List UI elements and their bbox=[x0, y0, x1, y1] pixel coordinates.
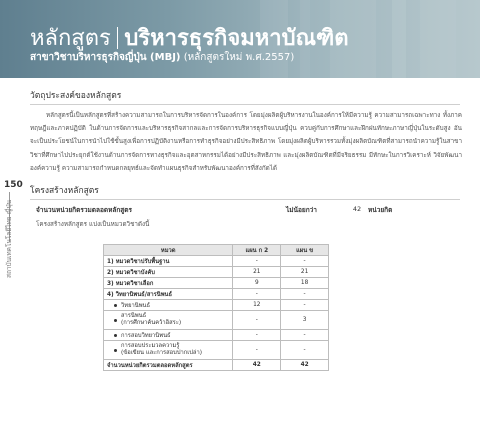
row-category: 4) วิทยานิพนธ์/สารนิพนธ์ bbox=[104, 289, 233, 300]
row-plan-a2: - bbox=[233, 311, 281, 330]
row-plan-a2: 12 bbox=[233, 300, 281, 311]
page-number: 150 bbox=[4, 180, 23, 190]
row-category bbox=[104, 341, 233, 360]
not-less-than-label: ไม่น้อยกว่า bbox=[286, 206, 317, 215]
bullet-icon bbox=[114, 334, 117, 337]
table-header-row bbox=[104, 245, 329, 256]
row-category-line2: (ข้อเขียน และการสอบปากเปล่า) bbox=[121, 350, 203, 356]
bullet-icon bbox=[114, 319, 117, 322]
row-plan-b: - bbox=[281, 256, 329, 267]
column-header-plan-b: แผน ข bbox=[281, 245, 329, 256]
row-plan-b: 18 bbox=[281, 278, 329, 289]
table-row bbox=[104, 330, 329, 341]
row-category-line1: สารนิพนธ์ bbox=[121, 313, 147, 319]
total-credits-value: 42 bbox=[352, 205, 362, 214]
running-header-text: สถาบันเทคโนโลยีไทย-ญี่ปุ่น bbox=[5, 200, 13, 279]
row-plan-b: - bbox=[281, 289, 329, 300]
row-category-text: การสอบวิทยานิพนธ์ bbox=[121, 333, 171, 339]
structure-heading: โครงสร้างหลักสูตร bbox=[30, 183, 460, 200]
banner-stripe bbox=[392, 0, 406, 78]
objectives-paragraph: หลักสูตรนี้เป็นหลักสูตรที่สร้างความสามารถในการบริหารจัดการในองค์การ โดยมุ่งผลิตผู้บริหารงานในองค์การให้มีความรู้ ความสามารถเฉพาะทาง ทั้งภาคทฤษฎีและภาคปฏิบัติ ในด้านการจัดการและบริหารธุรกิจสากลและการจัดการบริหารธุรกิจแบบญี่ปุ่น ควบคู่กับการศึกษาและฝึกฝนทักษะภาษาญี่ปุ่นในระดับสูง อันจะเป็นประโยชน์ในการนำไปใช้ขั้นสูงเพื่อการปฏิบัติงานหรือการทำธุรกิจอย่างมีประสิทธิภาพ โดยมุ่งผลิตผู้บริหารรวมทั้งมุ่งผลิตบัณฑิตที่สามารถนำความรู้ในสาขาวิชาที่ศึกษาไปประยุกต์ใช้งานด้านการจัดการทางธุรกิจและอุตสาหกรรมได้อย่างมีประสิทธิภาพ และมุ่งผลิตบัณฑิตที่มีจริยธรรม มีทักษะในการวิเคราะห์ วิจัยพัฒนาองค์ความรู้ ความสามารถกำหนดกลยุทธ์และจัดทำแผนธุรกิจสำหรับพัฒนาองค์การที่สังกัดได้ bbox=[30, 112, 462, 172]
row-category bbox=[104, 300, 233, 311]
title-part1: หลักสูตร bbox=[30, 26, 111, 51]
row-plan-b: 21 bbox=[281, 267, 329, 278]
row-plan-a2: 42 bbox=[233, 360, 281, 371]
row-plan-b: - bbox=[281, 300, 329, 311]
row-plan-a2: - bbox=[233, 341, 281, 360]
credits-table bbox=[103, 244, 329, 371]
row-plan-b: 42 bbox=[281, 360, 329, 371]
bullet-icon bbox=[114, 304, 117, 307]
row-plan-a2: - bbox=[233, 330, 281, 341]
row-category: 3) หมวดวิชาเลือก bbox=[104, 278, 233, 289]
page-subtitle bbox=[30, 50, 294, 65]
row-plan-a2: - bbox=[233, 289, 281, 300]
row-category bbox=[104, 330, 233, 341]
banner-stripe bbox=[420, 0, 456, 78]
table-row bbox=[104, 256, 329, 267]
row-plan-b: - bbox=[281, 341, 329, 360]
row-category bbox=[104, 311, 233, 330]
structure-caption: โครงสร้างหลักสูตร แบ่งเป็นหมวดวิชาดังนี้ bbox=[36, 221, 150, 229]
row-category-line1: การสอบประมวลความรู้ bbox=[121, 343, 180, 349]
objectives-heading: วัตถุประสงค์ของหลักสูตร bbox=[30, 88, 460, 105]
header-banner bbox=[0, 0, 480, 78]
row-plan-b: 3 bbox=[281, 311, 329, 330]
title-part2: บริหารธุรกิจมหาบัณฑิต bbox=[124, 26, 349, 51]
table-total-row bbox=[104, 360, 329, 371]
table-row bbox=[104, 341, 329, 360]
row-plan-a2: 21 bbox=[233, 267, 281, 278]
row-plan-b: - bbox=[281, 330, 329, 341]
main-content bbox=[30, 88, 462, 229]
bullet-icon bbox=[114, 349, 117, 352]
table-row bbox=[104, 289, 329, 300]
row-plan-a2: 9 bbox=[233, 278, 281, 289]
subtitle-main: สาขาวิชาบริหารธุรกิจญี่ปุ่น (MBJ) bbox=[30, 52, 181, 63]
column-header-category: หมวด bbox=[104, 245, 233, 256]
total-credits-label: จำนวนหน่วยกิตรวมตลอดหลักสูตร bbox=[36, 206, 132, 215]
table-row bbox=[104, 267, 329, 278]
row-category: จำนวนหน่วยกิตรวมตลอดหลักสูตร bbox=[104, 360, 233, 371]
table-row bbox=[104, 300, 329, 311]
row-category-text: วิทยานิพนธ์ bbox=[121, 303, 151, 309]
total-credits-line bbox=[36, 205, 462, 215]
row-category: 2) หมวดวิชาบังคับ bbox=[104, 267, 233, 278]
title-divider bbox=[117, 27, 119, 49]
credits-unit: หน่วยกิต bbox=[368, 206, 393, 215]
running-header bbox=[3, 200, 15, 350]
row-category-line2: (การศึกษาค้นคว้าอิสระ) bbox=[121, 320, 182, 326]
subtitle-note: (หลักสูตรใหม่ พ.ศ.2557) bbox=[183, 52, 295, 63]
row-category: 1) หมวดวิชาปรับพื้นฐาน bbox=[104, 256, 233, 267]
table-row bbox=[104, 311, 329, 330]
row-plan-a2: - bbox=[233, 256, 281, 267]
column-header-plan-a2: แผน ก 2 bbox=[233, 245, 281, 256]
table-row bbox=[104, 278, 329, 289]
